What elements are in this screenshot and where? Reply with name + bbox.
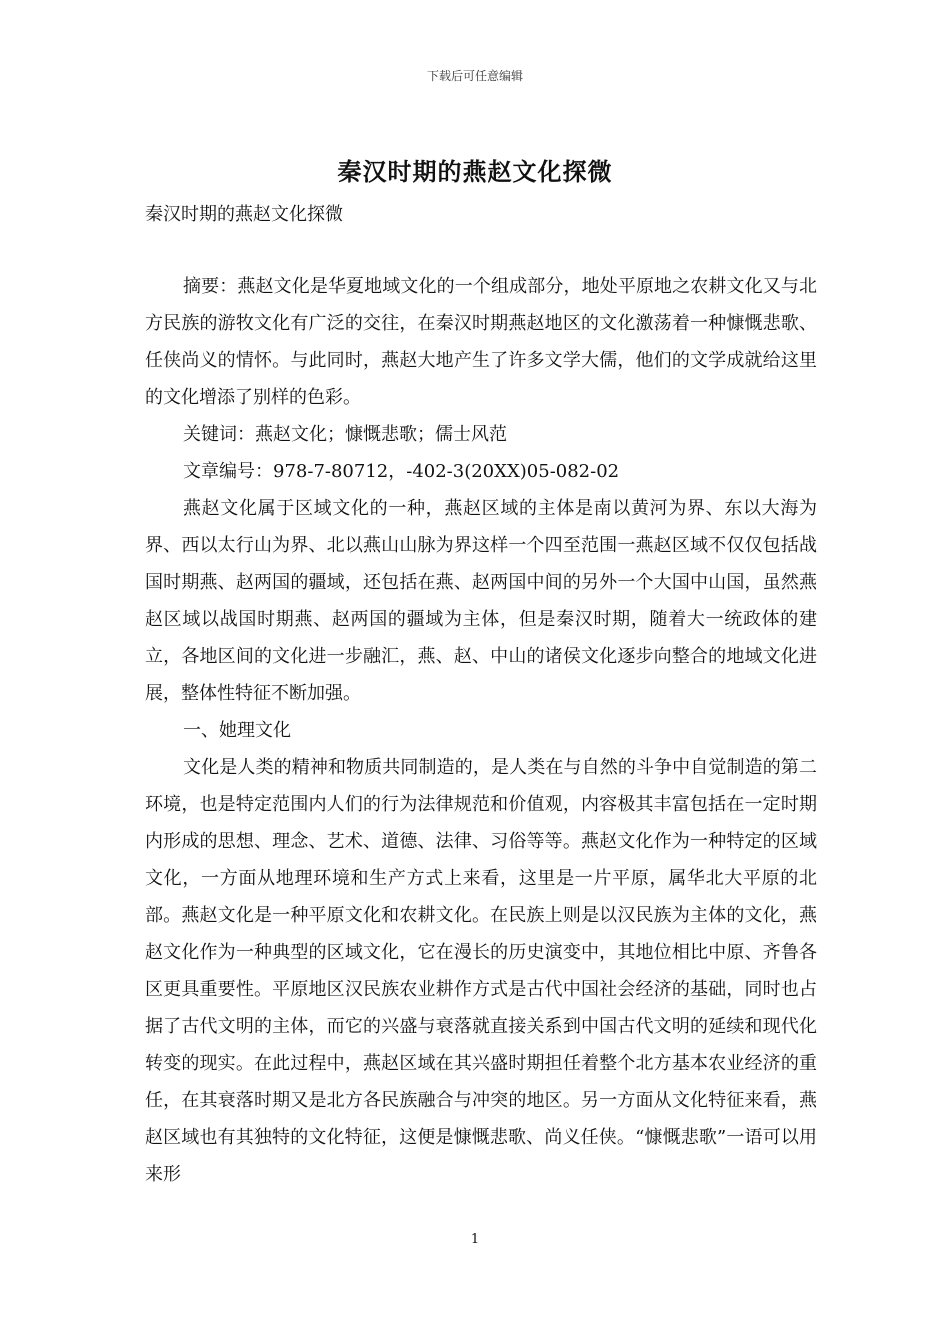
section-heading: 一、她理文化 xyxy=(183,720,291,741)
body-paragraph: 文化是人类的精神和物质共同制造的，是人类在与自然的斗争中自觉制造的第二环境，也是特定范围内人们的行为法律规范和价值观，内容极其丰富包括在一定时期内形成的思想、理念、艺术、道德、法律、习俗等等。燕赵文化作为一种特定的区域文化，一方面从地理环境和生产方式上来看，这里是一片平原，属华北大平原的北部。燕赵文化是一种平原文化和农耕文化。在民族上则是以汉民族为主体的文化，燕赵文化作为一种典型的区域文化，它在漫长的历史演变中，其地位相比中原、齐鲁各区更具重要性。平原地区汉民族农业耕作方式是古代中国社会经济的基础，同时也占据了古代文明的主体，而它的兴盛与衰落就直接关系到中国古代文明的延续和现代化转变的现实。在此过程中，燕赵区域在其兴盛时期担任着整个北方基本农业经济的重任，在其衰落时期又是北方各民族融合与冲突的地区。另一方面从文化特征来看，燕赵区域也有其独特的文化特征，这便是慷慨悲歌、尚义任侠。“慷慨悲歌”一语可以用来形 xyxy=(145,757,817,1185)
subtitle: 秦汉时期的燕赵文化探微 xyxy=(145,204,343,225)
page-title: 秦汉时期的燕赵文化探微 xyxy=(337,157,613,186)
document-body xyxy=(145,268,817,1193)
abstract-paragraph: 摘要：燕赵文化是华夏地域文化的一个组成部分，地处平原地之农耕文化又与北方民族的游牧文化有广泛的交往，在秦汉时期燕赵地区的文化激荡着一种慷慨悲歌、任侠尚义的情怀。与此同时，燕赵大地产生了许多文学大儒，他们的文学成就给这里的文化增添了别样的色彩。 xyxy=(145,276,817,408)
body-paragraph: 燕赵文化属于区域文化的一种，燕赵区域的主体是南以黄河为界、东以大海为界、西以太行山为界、北以燕山山脉为界这样一个四至范围一燕赵区域不仅仅包括战国时期燕、赵两国的疆域，还包括在燕、赵两国中间的另外一个大国中山国，虽然燕赵区域以战国时期燕、赵两国的疆域为主体，但是秦汉时期，随着大一统政体的建立，各地区间的文化进一步融汇，燕、赵、中山的诸侯文化逐步向整合的地域文化进展，整体性特征不断加强。 xyxy=(145,498,817,704)
keywords-paragraph: 关键词：燕赵文化；慷慨悲歌；儒士风范 xyxy=(183,424,507,445)
article-number-paragraph: 文章编号：978-7-80712，-402-3(20XX)05-082-02 xyxy=(183,461,620,482)
page-number: 1 xyxy=(470,1232,480,1247)
header-note: 下载后可任意编辑 xyxy=(426,69,523,83)
